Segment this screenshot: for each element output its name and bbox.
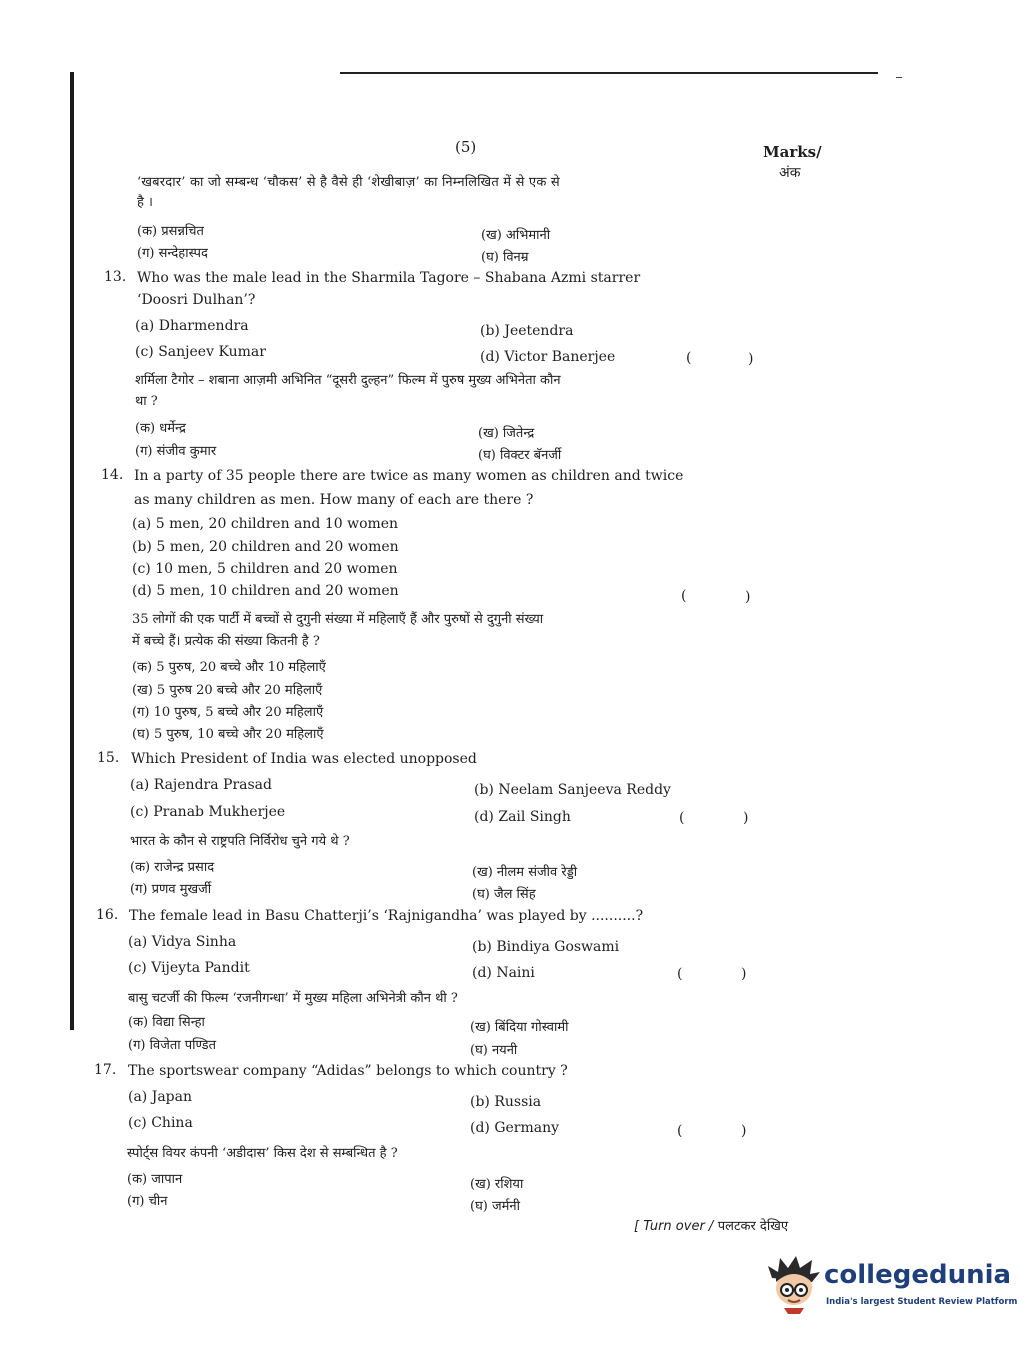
question-number: 16. — [96, 907, 119, 923]
option-b: (b) Jeetendra — [480, 323, 574, 339]
question-number: 17. — [94, 1062, 117, 1078]
question-en-text: as many children as men. How many of each are there ? — [134, 492, 534, 508]
option-a: (a) Japan — [128, 1089, 193, 1105]
option-hi-c: (ग) प्रणव मुखर्जी — [130, 882, 212, 897]
option-a: (a) Dharmendra — [135, 318, 249, 334]
option-d: (d) Germany — [470, 1120, 560, 1136]
answer-box-open: ( — [686, 350, 692, 366]
option-b: (b) Bindiya Goswami — [472, 939, 620, 955]
question-hi-text: स्पोर्ट्स वियर कंपनी ‘अडीदास’ किस देश से सम्बन्धित है ? — [127, 1146, 398, 1161]
option-hi-d: (घ) 5 पुरुष, 10 बच्चे और 20 महिलाएँ — [132, 727, 324, 742]
answer-box-open: ( — [677, 966, 683, 982]
question-number: 15. — [97, 750, 120, 766]
question-number: 14. — [101, 467, 124, 483]
answer-box-open: ( — [677, 1123, 683, 1139]
option-hi-d: (घ) जैल सिंह — [472, 887, 536, 902]
turn-over-en: [ Turn over / — [634, 1219, 714, 1234]
option-a: (a) Vidya Sinha — [128, 934, 237, 950]
question-hi-text: बासु चटर्जी की फिल्म ‘रजनीगन्धा’ में मुख्य महिला अभिनेत्री कौन थी ? — [128, 991, 458, 1006]
option-c: (c) 10 men, 5 children and 20 women — [132, 561, 398, 577]
mascot-icon — [766, 1252, 824, 1316]
collegedunia-logo[interactable] — [766, 1252, 1018, 1322]
option-b: (b) 5 men, 20 children and 20 women — [132, 539, 399, 555]
option-hi-d: (घ) जर्मनी — [470, 1199, 520, 1214]
page-number: (5) — [455, 138, 477, 156]
question-hi-text: 35 लोगों की एक पार्टी में बच्चों से दुगुनी संख्या में महिलाएँ हैं और पुरुषों से दुगुनी संख्या — [132, 612, 544, 627]
top-rule — [340, 72, 878, 74]
question-hi-text: था ? — [135, 394, 158, 409]
margin-bar — [70, 72, 74, 1030]
answer-box-close: ) — [743, 810, 749, 826]
option-hi-d: (घ) विक्टर बॅनर्जी — [478, 448, 562, 463]
option-b: (b) Russia — [470, 1094, 542, 1110]
question-hi-text: है । — [137, 195, 153, 210]
question-en-text: Who was the male lead in the Sharmila Tagore – Shabana Azmi starrer — [137, 270, 641, 286]
option-hi-c: (ग) विजेता पण्डित — [128, 1038, 217, 1053]
option-hi-c: (ग) 10 पुरुष, 5 बच्चे और 20 महिलाएँ — [132, 705, 324, 720]
option-hi-b: (ख) नीलम संजीव रेड्डी — [472, 865, 578, 880]
question-en-text: In a party of 35 people there are twice as many women as children and twice — [134, 468, 684, 484]
option-c: (c) Vijeyta Pandit — [128, 960, 250, 976]
option-a: (a) Rajendra Prasad — [130, 777, 272, 793]
option-hi-a: (क) विद्या सिन्हा — [128, 1015, 205, 1030]
option-c: (c) China — [128, 1115, 193, 1131]
option-hi-c: (ग) सन्देहास्पद — [137, 246, 208, 261]
option-c: (c) Pranab Mukherjee — [130, 804, 286, 820]
option-d: (d) Victor Banerjee — [480, 349, 616, 365]
logo-wordmark: collegedunia — [824, 1260, 1012, 1290]
answer-box-close: ) — [745, 589, 751, 605]
marks-label-hi: अंक — [779, 165, 801, 181]
logo-tagline: India's largest Student Review Platform — [826, 1297, 1018, 1307]
turn-over-hi: पलटकर देखिए — [717, 1219, 789, 1234]
question-hi-text: शर्मिला टैगोर – शबाना आज़मी अभिनित “दूसरी दुल्हन” फिल्म में पुरुष मुख्य अभिनेता कौन — [135, 373, 561, 388]
option-hi-d: (घ) विनम्र — [481, 250, 529, 265]
option-a: (a) 5 men, 20 children and 10 women — [132, 516, 399, 532]
question-hi-text: भारत के कौन से राष्ट्रपति निर्विरोध चुने गये थे ? — [130, 834, 350, 849]
option-hi-b: (ख) अभिमानी — [481, 228, 551, 243]
option-hi-a: (क) धर्मेन्द्र — [135, 421, 186, 436]
marks-label-en: Marks/ — [763, 143, 822, 161]
answer-box-open: ( — [679, 810, 685, 826]
top-dash — [896, 77, 902, 78]
answer-box-open: ( — [681, 588, 687, 604]
question-hi-text: में बच्चे हैं। प्रत्येक की संख्या कितनी है ? — [132, 634, 320, 649]
option-hi-c: (ग) संजीव कुमार — [135, 444, 217, 459]
question-en-text: ‘Doosri Dulhan’? — [137, 292, 256, 308]
question-en-text: Which President of India was elected unopposed — [131, 751, 477, 767]
option-hi-a: (क) जापान — [127, 1172, 183, 1187]
question-hi-text: ‘खबरदार’ का जो सम्बन्ध ‘चौकस’ से है वैसे ही ‘शेखीबाज़’ का निम्नलिखित में से एक से — [137, 175, 560, 190]
option-hi-a: (क) प्रसन्नचित — [137, 224, 204, 239]
option-d: (d) Naini — [472, 965, 535, 981]
answer-box-close: ) — [741, 966, 747, 982]
option-hi-d: (घ) नयनी — [470, 1043, 518, 1058]
option-hi-b: (ख) 5 पुरुष 20 बच्चे और 20 महिलाएँ — [132, 683, 323, 698]
question-en-text: The sportswear company “Adidas” belongs to which country ? — [128, 1063, 568, 1079]
option-d: (d) 5 men, 10 children and 20 women — [132, 583, 399, 599]
answer-box-close: ) — [741, 1123, 747, 1139]
answer-box-close: ) — [748, 351, 754, 367]
turn-over-note — [634, 1216, 788, 1234]
option-hi-a: (क) 5 पुरुष, 20 बच्चे और 10 महिलाएँ — [132, 660, 326, 675]
option-hi-c: (ग) चीन — [127, 1194, 168, 1209]
option-hi-b: (ख) रशिया — [470, 1177, 524, 1192]
option-d: (d) Zail Singh — [474, 809, 571, 825]
question-en-text: The female lead in Basu Chatterji’s ‘Rajnigandha’ was played by ..........? — [129, 908, 644, 924]
question-number: 13. — [104, 269, 127, 285]
option-b: (b) Neelam Sanjeeva Reddy — [474, 782, 671, 798]
option-hi-a: (क) राजेन्द्र प्रसाद — [130, 860, 215, 875]
option-hi-b: (ख) बिंदिया गोस्वामी — [470, 1020, 569, 1035]
option-hi-b: (ख) जितेन्द्र — [478, 426, 535, 441]
option-c: (c) Sanjeev Kumar — [135, 344, 266, 360]
